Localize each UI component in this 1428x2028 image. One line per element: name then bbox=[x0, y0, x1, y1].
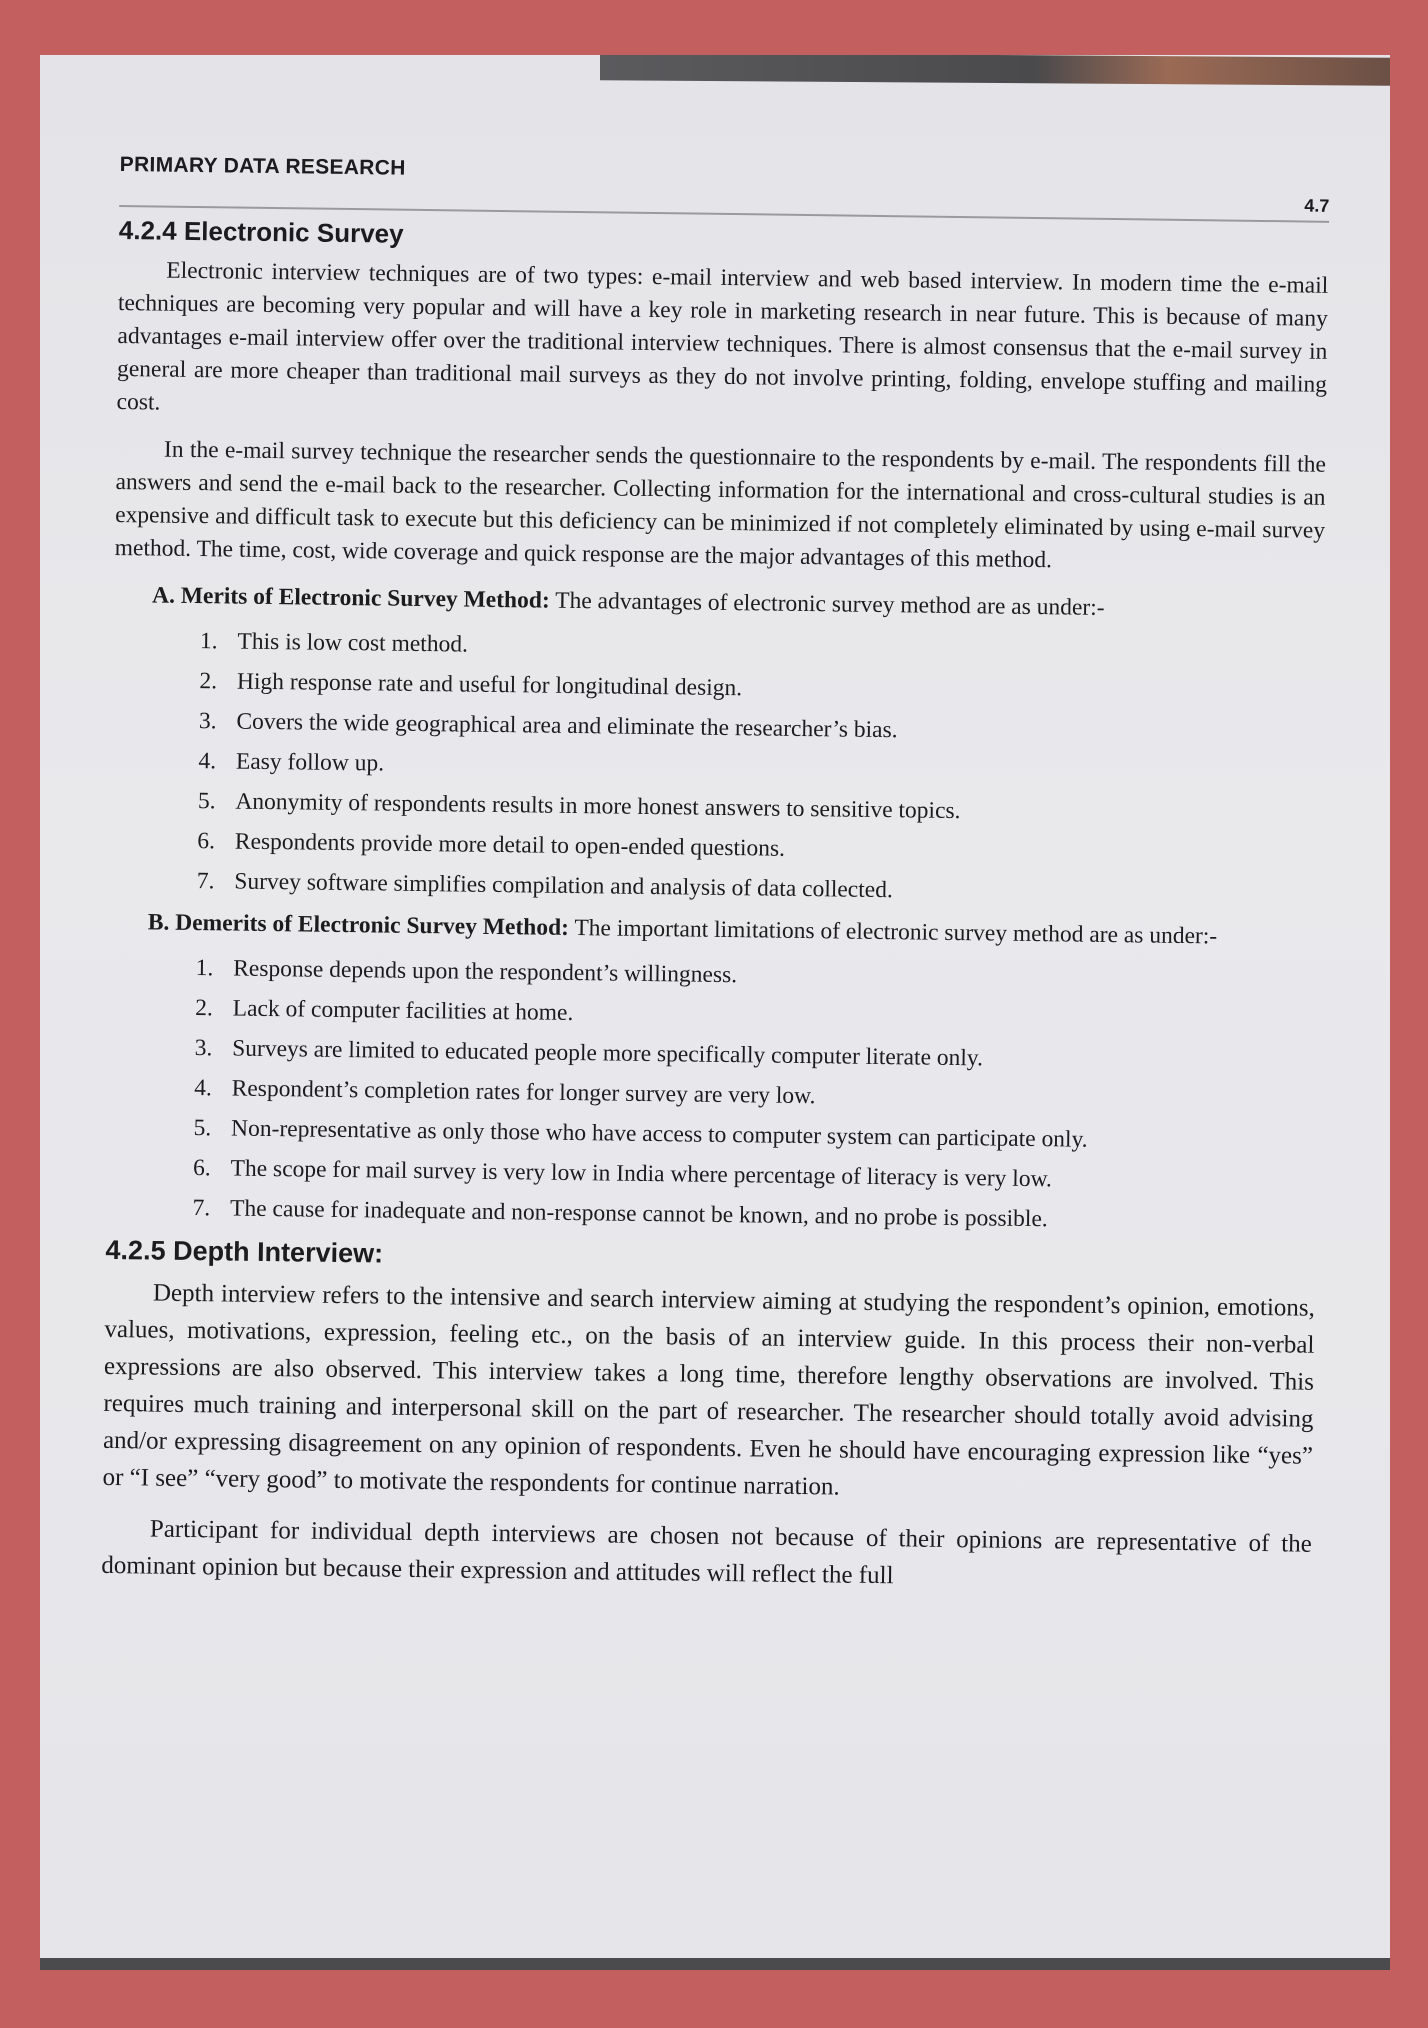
section-heading-depth-interview: 4.2.5 Depth Interview: bbox=[105, 1234, 384, 1269]
section-heading-electronic-survey: 4.2.4 Electronic Survey bbox=[118, 214, 404, 249]
demerits-list bbox=[106, 947, 1320, 1243]
list-item: 7. The cause for inadequate and non-response cannot be known, and no probe is possible. bbox=[216, 1188, 1316, 1242]
list-item: 4. Easy follow up. bbox=[222, 741, 1322, 795]
paragraph-email-technique: In the e-mail survey technique the researcher sends the questionnaire to the respondents by e-mail. The respondents fill the answers and send the e-mail back to the researcher. Collecting information for the international and cross-cultural studies is an expensive and difficult task to execute but this deficiency can be minimized if not completely eliminated by using e-mail survey method. The time, cost, wide coverage and quick response are the major advantages of this method. bbox=[114, 436, 1327, 574]
page-content bbox=[101, 145, 1330, 1614]
paragraph-depth-interview: Depth interview refers to the intensive and search interview aiming at studying the respondent’s opinion, emotions, values, motivations, expression, feeling etc., on the basis of an interview guide. In this process their non-verbal expressions are also observed. This interview takes a long time, therefore lengthy observations are involved. This requires much training and interpersonal skill on the part of researcher. The researcher should totally avoid advising and/or expressing disagreement on any opinion of respondents. Even he should have encouraging expression like “yes” or “I see” “very good” to motivate the respondents for continue narration. bbox=[102, 1279, 1316, 1501]
merits-text: The advantages of electronic survey method are as under:- bbox=[549, 587, 1105, 621]
running-header bbox=[119, 145, 1330, 223]
page-bottom-edge bbox=[40, 1958, 1390, 1970]
list-item: 6. The scope for mail survey is very low in India where percentage of literacy is very low. bbox=[216, 1148, 1316, 1202]
demerits-text: The important limitations of electronic survey method are as under:- bbox=[568, 914, 1218, 950]
list-item: 2. High response rate and useful for longitudinal design. bbox=[223, 661, 1323, 715]
running-title: PRIMARY DATA RESEARCH bbox=[119, 152, 406, 180]
list-item: 6. Respondents provide more detail to open-ended questions. bbox=[221, 821, 1321, 875]
book-page bbox=[40, 55, 1390, 1970]
list-item: 5. Anonymity of respondents results in more honest answers to sensitive topics. bbox=[221, 781, 1321, 835]
merits-intro bbox=[114, 579, 1324, 628]
list-item: 4. Respondent’s completion rates for longer survey are very low. bbox=[217, 1068, 1317, 1122]
list-item: 5. Non-representative as only those who have access to computer system can participate only. bbox=[217, 1108, 1317, 1162]
list-item: 7. Survey software simplifies compilation and analysis of data collected. bbox=[220, 861, 1320, 915]
list-item: 2. Lack of computer facilities at home. bbox=[218, 988, 1318, 1042]
page-top-edge bbox=[600, 55, 1390, 86]
page-number: 4.7 bbox=[1304, 195, 1330, 216]
list-item: 3. Surveys are limited to educated people more specifically computer literate only. bbox=[218, 1028, 1318, 1082]
merits-list bbox=[110, 620, 1324, 916]
list-item: 1. This is low cost method. bbox=[223, 621, 1323, 675]
list-item: 1. Response depends upon the respondent’s willingness. bbox=[219, 948, 1319, 1002]
paragraph-electronic-intro: Electronic interview techniques are of two types: e-mail interview and web based interview. In modern time the e-mail techniques are becoming very popular and will have a key role in marketing research in near future. This is because of many advantages e-mail interview offer over the traditional interview techniques. There is almost consensus that the e-mail survey in general are more cheaper than traditional mail surveys as they do not involve printing, folding, envelope stuffing and mailing cost. bbox=[116, 257, 1329, 416]
demerits-label: B. Demerits of Electronic Survey Method: bbox=[147, 909, 570, 941]
paragraph-participant: Participant for individual depth interviews are chosen not because of their opinions are representative of the dominant opinion but because their expression and attitudes will reflect the full bbox=[101, 1515, 1312, 1590]
list-item: 3. Covers the wide geographical area and eliminate the researcher’s bias. bbox=[222, 701, 1322, 755]
merits-label: A. Merits of Electronic Survey Method: bbox=[151, 582, 550, 614]
